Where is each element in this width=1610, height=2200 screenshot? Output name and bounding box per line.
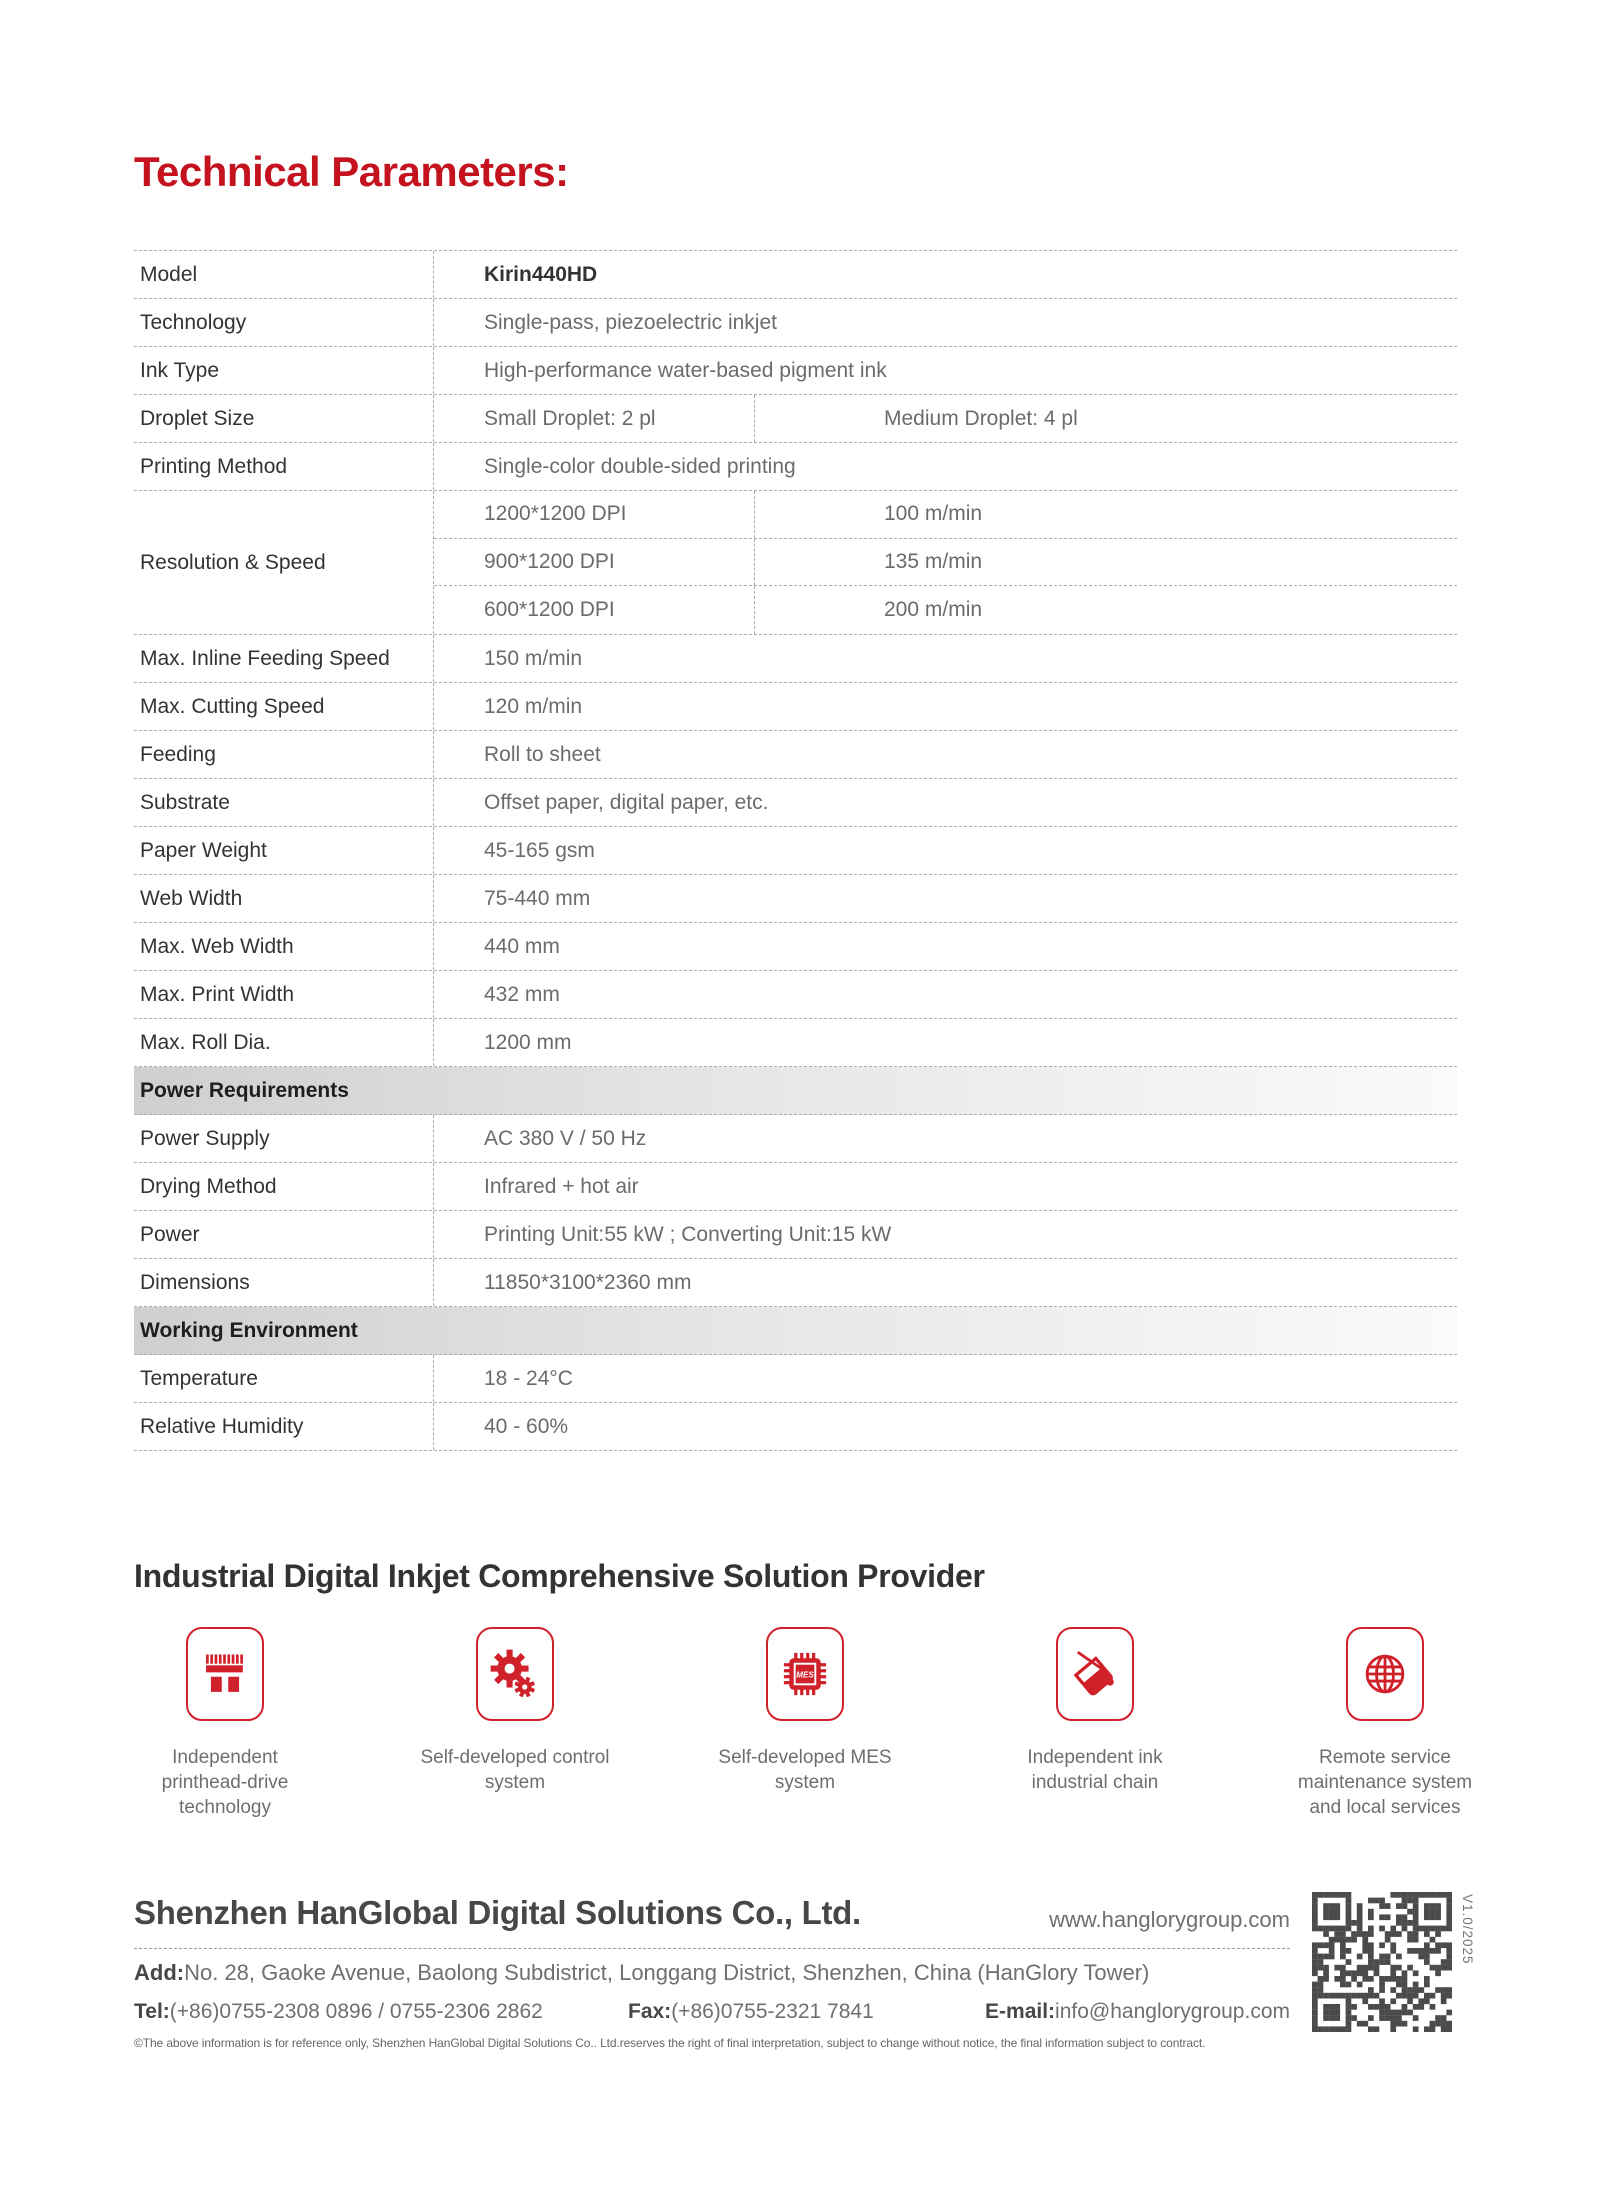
table-row <box>134 251 1457 299</box>
spec-label: Resolution & Speed <box>134 491 434 634</box>
spec-value: 440 mm <box>484 934 560 958</box>
spec-value: 1200 mm <box>484 1030 572 1054</box>
spec-label: Temperature <box>134 1355 434 1402</box>
page-title: Technical Parameters: <box>134 148 569 195</box>
table-row <box>134 875 1457 923</box>
spec-value: 45-165 gsm <box>484 838 595 862</box>
feature-item <box>660 1627 950 1820</box>
version-tag: V1.0/2025 <box>1460 1894 1475 1965</box>
table-row <box>134 347 1457 395</box>
spec-label: Drying Method <box>134 1163 434 1210</box>
svg-text:MES: MES <box>796 1670 814 1680</box>
feature-caption: Self-developed control system <box>420 1747 610 1794</box>
spec-label: Max. Print Width <box>134 971 434 1018</box>
email-label: E-mail: <box>985 2000 1056 2023</box>
tel-label: Tel: <box>134 2000 170 2023</box>
table-row <box>134 443 1457 491</box>
spec-label: Feeding <box>134 731 434 778</box>
spec-value: 1200*1200 DPI <box>434 491 755 538</box>
tel <box>134 2000 543 2024</box>
table-row <box>134 635 1457 683</box>
spec-value: Offset paper, digital paper, etc. <box>484 790 769 814</box>
spec-label: Ink Type <box>134 347 434 394</box>
fax-value: (+86)0755-2321 7841 <box>671 2000 874 2023</box>
spec-label: Model <box>134 251 434 298</box>
spec-value: 150 m/min <box>484 646 583 670</box>
table-row <box>134 923 1457 971</box>
feature-item <box>80 1627 370 1820</box>
feature-item <box>1240 1627 1530 1820</box>
spec-value: 120 m/min <box>484 694 583 718</box>
spec-value: 432 mm <box>484 982 560 1006</box>
ink-pour-icon <box>1056 1627 1134 1721</box>
spec-subrow <box>434 539 1457 587</box>
spec-label: Relative Humidity <box>134 1403 434 1450</box>
gears-icon <box>476 1627 554 1721</box>
spec-label: Paper Weight <box>134 827 434 874</box>
feature-item <box>370 1627 660 1820</box>
email-value: info@hanglorygroup.com <box>1055 2000 1290 2023</box>
spec-value: 75-440 mm <box>484 886 591 910</box>
spec-value: Kirin440HD <box>484 262 598 286</box>
table-row <box>134 779 1457 827</box>
spec-label: Dimensions <box>134 1259 434 1306</box>
table-row <box>134 1403 1457 1451</box>
printhead-icon <box>186 1627 264 1721</box>
spec-value: 600*1200 DPI <box>434 586 755 634</box>
spec-value: Infrared + hot air <box>484 1174 639 1198</box>
table-row-group <box>134 491 1457 635</box>
spec-label: Power Supply <box>134 1115 434 1162</box>
qr-code <box>1312 1892 1452 2032</box>
disclaimer: ©The above information is for reference only, Shenzhen HanGlobal Digital Solutions Co.. Ltd.reserves the right of final interpretation, subject to change without notice, the final information subject to contract. <box>134 2036 1206 2050</box>
website-url: www.hanglorygroup.com <box>1049 1907 1290 1932</box>
table-row <box>134 1355 1457 1403</box>
feature-caption: Independent ink industrial chain <box>1027 1747 1163 1794</box>
spec-value: 135 m/min <box>884 550 983 573</box>
table-section-header: Working Environment <box>134 1307 1457 1355</box>
spec-label: Web Width <box>134 875 434 922</box>
address-line <box>134 1960 1149 1986</box>
spec-subrow <box>434 586 1457 634</box>
spec-value: 11850*3100*2360 mm <box>484 1270 692 1294</box>
tel-value: (+86)0755-2308 0896 / 0755-2306 2862 <box>169 2000 543 2023</box>
table-row <box>134 1019 1457 1067</box>
spec-value: Roll to sheet <box>484 742 601 766</box>
table-row <box>134 827 1457 875</box>
globe-icon <box>1346 1627 1424 1721</box>
spec-value: 18 - 24°C <box>484 1366 573 1390</box>
table-row <box>134 395 1457 443</box>
feature-caption: Remote service maintenance system and local services <box>1297 1747 1473 1819</box>
spec-value: Printing Unit:55 kW ; Converting Unit:15 kW <box>484 1222 892 1246</box>
spec-value: High-performance water-based pigment ink <box>484 358 887 382</box>
fax-label: Fax: <box>628 2000 672 2023</box>
spec-label: Substrate <box>134 779 434 826</box>
section-title: Industrial Digital Inkjet Comprehensive Solution Provider <box>134 1558 985 1594</box>
table-row <box>134 731 1457 779</box>
table-row <box>134 971 1457 1019</box>
feature-list <box>80 1627 1530 1820</box>
fax <box>628 2000 874 2024</box>
spec-label: Max. Cutting Speed <box>134 683 434 730</box>
footer-divider <box>134 1948 1290 1949</box>
feature-caption: Independent printhead-drive technology <box>161 1747 289 1819</box>
spec-label: Max. Roll Dia. <box>134 1019 434 1066</box>
table-row <box>134 1163 1457 1211</box>
table-row <box>134 683 1457 731</box>
spec-label: Printing Method <box>134 443 434 490</box>
company-name: Shenzhen HanGlobal Digital Solutions Co., Ltd. <box>134 1894 861 1931</box>
spec-value: 100 m/min <box>884 502 983 526</box>
mes-chip-icon <box>766 1627 844 1721</box>
spec-value: 900*1200 DPI <box>434 539 755 586</box>
address-value: No. 28, Gaoke Avenue, Baolong Subdistrict, Longgang District, Shenzhen, China (HanGlory Tower) <box>184 1960 1150 1985</box>
spec-label: Max. Inline Feeding Speed <box>134 635 434 682</box>
table-row <box>134 1259 1457 1307</box>
spec-label: Technology <box>134 299 434 346</box>
spec-label: Power <box>134 1211 434 1258</box>
address-label: Add: <box>134 1960 185 1985</box>
email <box>985 2000 1290 2024</box>
spec-value: 40 - 60% <box>484 1414 569 1438</box>
table-row <box>134 299 1457 347</box>
spec-label: Max. Web Width <box>134 923 434 970</box>
spec-value: Medium Droplet: 4 pl <box>884 406 1078 430</box>
feature-caption: Self-developed MES system <box>718 1747 892 1794</box>
spec-value: Small Droplet: 2 pl <box>434 395 755 442</box>
spec-subrows <box>434 491 1457 634</box>
spec-table <box>134 250 1457 1451</box>
spec-value: AC 380 V / 50 Hz <box>484 1126 647 1150</box>
contact-line <box>134 2000 1290 2028</box>
table-row <box>134 1211 1457 1259</box>
spec-value: Single-pass, piezoelectric inkjet <box>484 310 777 334</box>
table-row <box>134 1115 1457 1163</box>
spec-value: 200 m/min <box>884 598 983 622</box>
spec-value: Single-color double-sided printing <box>484 454 796 478</box>
spec-subrow <box>434 491 1457 539</box>
spec-label: Droplet Size <box>134 395 434 442</box>
feature-item <box>950 1627 1240 1820</box>
table-section-header: Power Requirements <box>134 1067 1457 1115</box>
